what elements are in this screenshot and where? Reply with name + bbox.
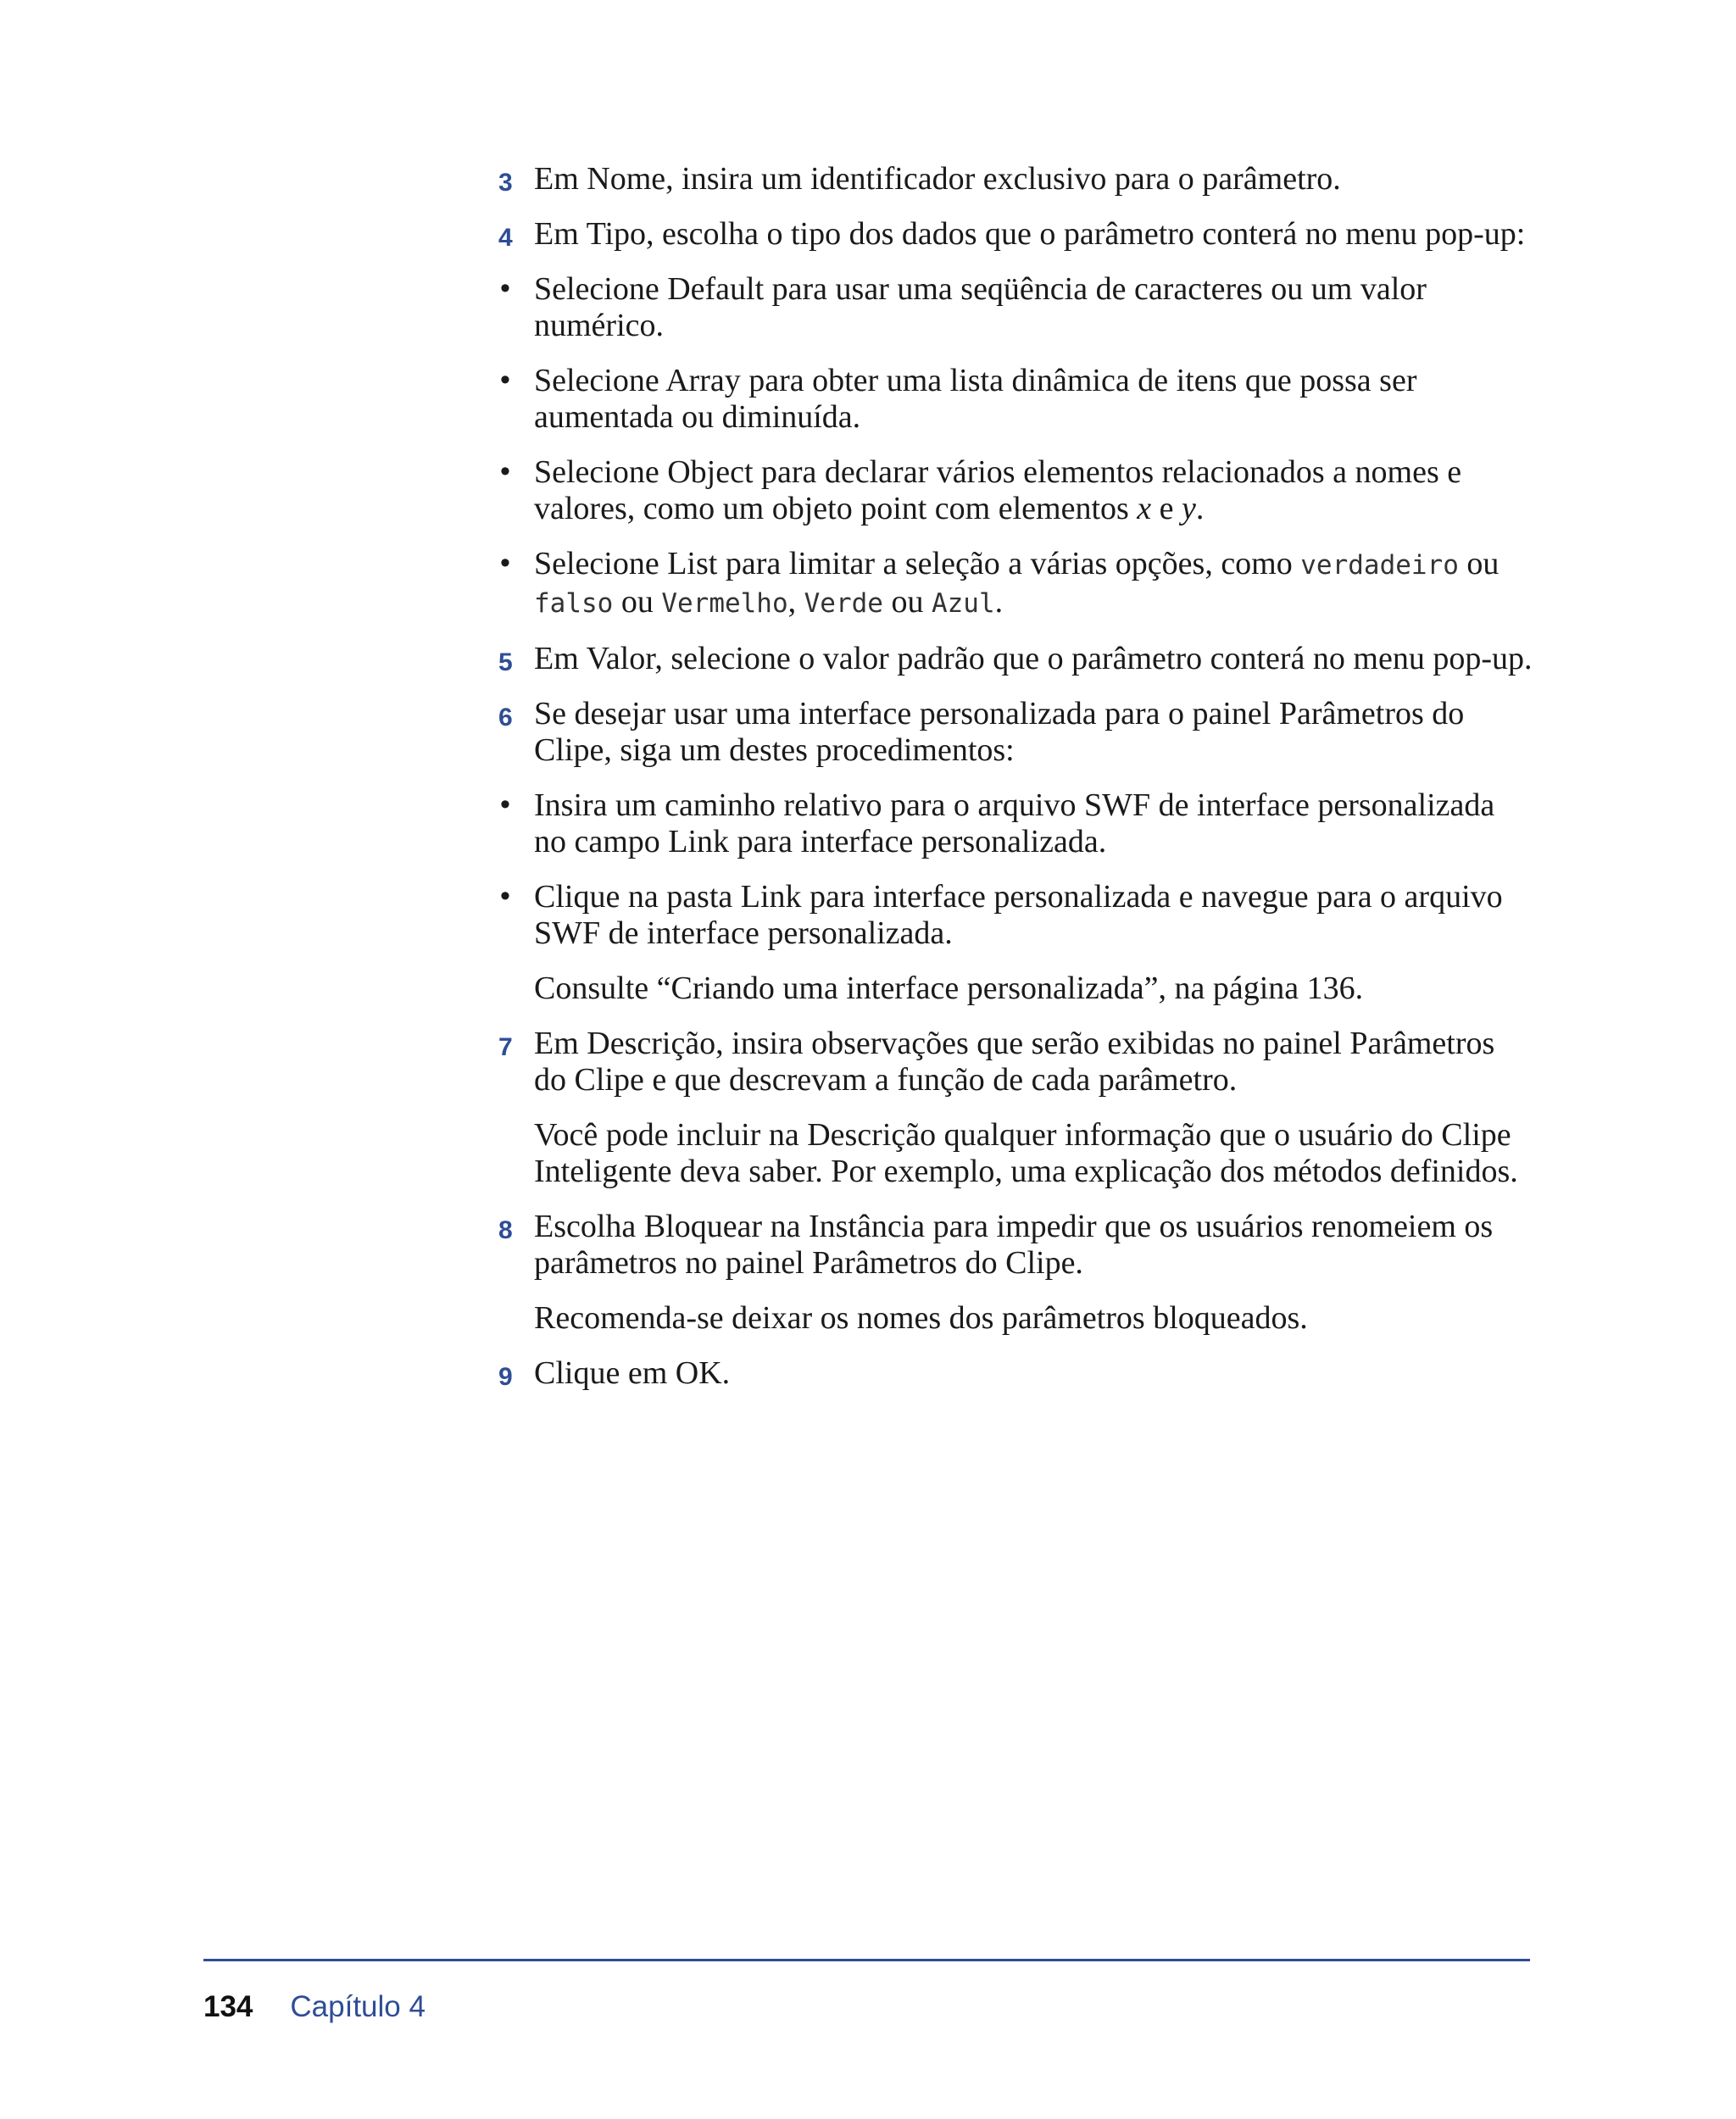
code-azul: Azul [931,588,995,619]
bullet-relative-path [492,787,1534,860]
page-number: 134 [203,1990,253,2023]
bullet-icon: • [500,880,510,912]
bullet-icon: • [500,272,510,304]
step-number: 9 [498,1363,513,1391]
step-text: Clique em OK. [534,1355,731,1391]
note-recommend [492,1300,1534,1337]
step-number: 6 [498,704,513,731]
bullet-text: Selecione Object para declarar vários elementos relacionados a nomes e valores, como um objeto point com elementos [534,454,1462,526]
bullet-icon: • [500,788,510,820]
step-3 [492,161,1534,197]
bullet-object [492,454,1534,527]
step-4 [492,216,1534,253]
code-verde: Verde [804,588,883,619]
step-text: Em Valor, selecione o valor padrão que o parâmetro conterá no menu pop-up. [534,641,1533,676]
step-text: Escolha Bloquear na Instância para impedir que os usuários renomeiem os parâmetros no painel Parâmetros do Clipe. [534,1209,1494,1281]
bullet-text-end: . [1195,491,1205,526]
code-vermelho: Vermelho [661,588,788,619]
step-9 [492,1355,1534,1392]
bullet-text-comma: , [787,584,804,620]
step-text: Em Descrição, insira observações que serão exibidas no painel Parâmetros do Clipe e que descrevam a função de cada parâmetro. [534,1026,1495,1098]
note-description [492,1117,1534,1190]
bullet-icon: • [500,455,510,487]
var-x: x [1137,491,1152,526]
step-5 [492,641,1534,677]
bullet-text-ou: ou [882,584,932,620]
step-8 [492,1209,1534,1282]
step-7 [492,1026,1534,1098]
bullet-icon: • [500,364,510,396]
chapter-label: Capítulo 4 [290,1990,426,2023]
var-y: y [1182,491,1196,526]
step-number: 5 [498,648,513,676]
code-verdadeiro: verdadeiro [1300,550,1459,581]
paragraph-text: Consulte “Criando uma interface personalizada”, na página 136. [534,971,1364,1006]
step-number: 7 [498,1033,513,1061]
bullet-text: Selecione Array para obter uma lista dinâmica de itens que possa ser aumentada ou diminuída. [534,363,1417,435]
page-footer [203,1990,426,2024]
code-falso: falso [534,588,614,619]
step-number: 3 [498,169,513,197]
step-text: Se desejar usar uma interface personalizada para o painel Parâmetros do Clipe, siga um destes procedimentos: [534,696,1465,768]
bullet-icon: • [500,547,510,579]
step-number: 8 [498,1216,513,1244]
bullet-text-ou: ou [613,584,662,620]
bullet-text: Insira um caminho relativo para o arquivo SWF de interface personalizada no campo Link para interface personalizada. [534,787,1495,859]
bullet-browse-folder [492,879,1534,952]
step-number: 4 [498,224,513,252]
bullet-text: Selecione List para limitar a seleção a várias opções, como [534,546,1301,581]
paragraph-text: Recomenda-se deixar os nomes dos parâmetros bloqueados. [534,1300,1308,1336]
step-text: Em Nome, insira um identificador exclusivo para o parâmetro. [534,161,1341,197]
footer-divider [203,1959,1530,1961]
step-text: Em Tipo, escolha o tipo dos dados que o parâmetro conterá no menu pop-up: [534,216,1526,252]
note-see-also [492,971,1534,1007]
bullet-array [492,363,1534,436]
bullet-text-ou: ou [1458,546,1500,581]
bullet-text: Clique na pasta Link para interface personalizada e navegue para o arquivo SWF de interface personalizada. [534,879,1503,951]
paragraph-text: Você pode incluir na Descrição qualquer informação que o usuário do Clipe Inteligente deva saber. Por exemplo, uma explicação dos métodos definidos. [534,1117,1518,1189]
step-6 [492,696,1534,769]
bullet-list [492,546,1534,622]
page-body [492,161,1534,1410]
bullet-default [492,271,1534,344]
bullet-text-end: . [994,584,1004,620]
bullet-text-conj: e [1151,491,1182,526]
bullet-text: Selecione Default para usar uma seqüência de caracteres ou um valor numérico. [534,271,1427,343]
